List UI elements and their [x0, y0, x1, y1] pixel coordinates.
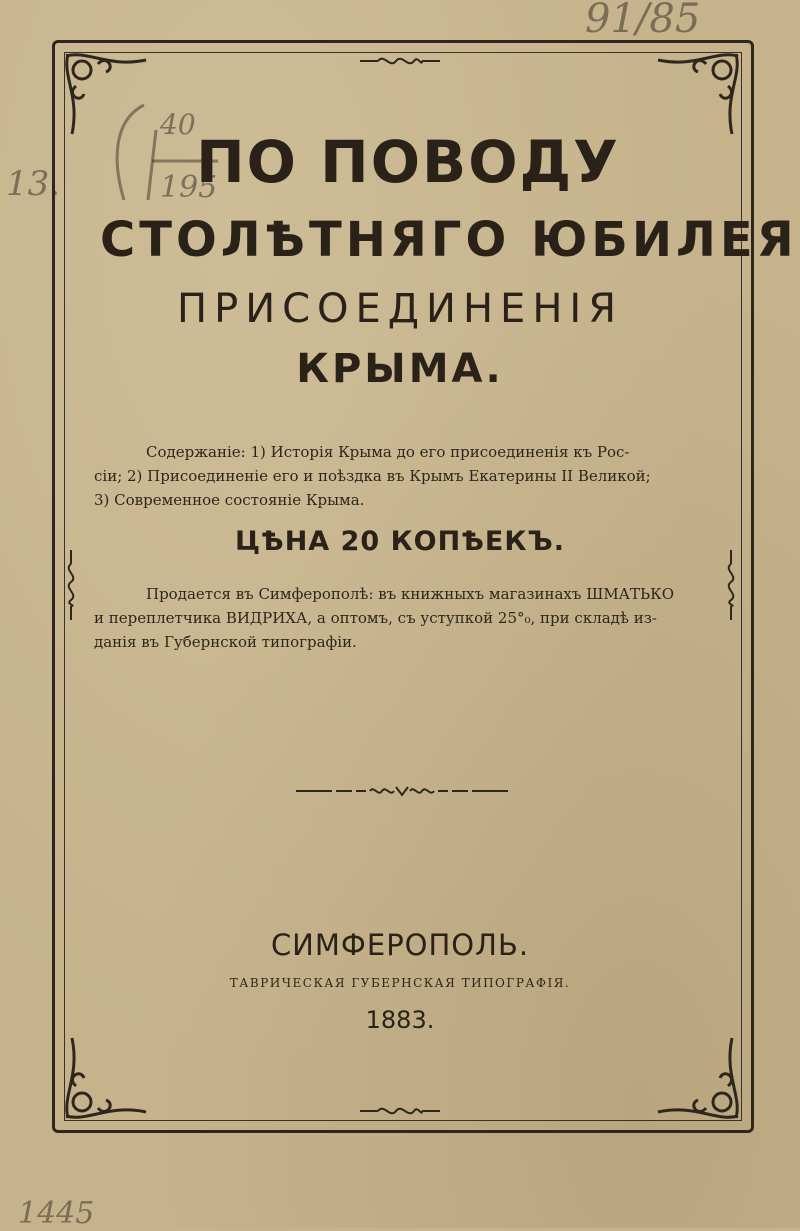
- contents-line-2: сіи; 2) Присоединеніе его и поѣздка въ Крымъ Екатерины II Великой;: [94, 467, 651, 485]
- title-line-1: ПО ПОВОДУ: [196, 128, 620, 196]
- corner-ornament-bottom-right: [650, 1030, 746, 1126]
- right-side-ornament: [724, 548, 738, 622]
- contents-line-1: Содержаніе: 1) Исторія Крыма до его присоединенія къ Рос-: [146, 443, 630, 461]
- handwritten-shelfmark-top: 91/85: [585, 0, 701, 42]
- title-line-3: ПРИСОЕДИНЕНІЯ: [177, 286, 623, 332]
- year-line: 1883.: [365, 1006, 435, 1034]
- handwritten-shelfmark-b: 195: [160, 170, 218, 205]
- divider-ornament: [292, 783, 512, 799]
- handwritten-margin-number: 13.: [6, 164, 61, 204]
- title-line-2: СТОЛѢТНЯГО ЮБИЛЕЯ: [100, 212, 798, 268]
- sales-line-3: данія въ Губернской типографіи.: [94, 633, 357, 651]
- sales-line-2: и переплетчика ВИДРИХА, а оптомъ, съ уступкой 25°₀, при складѣ из-: [94, 609, 657, 627]
- contents-paragraph: [94, 440, 714, 512]
- sales-paragraph: [94, 582, 714, 654]
- bottom-center-ornament: [358, 1104, 442, 1118]
- contents-line-3: 3) Современное состояніе Крыма.: [94, 491, 365, 509]
- printer-line: ТАВРИЧЕСКАЯ ГУБЕРНСКАЯ ТИПОГРАФІЯ.: [229, 976, 571, 990]
- left-side-ornament: [64, 548, 78, 622]
- city-line: СИМФЕРОПОЛЬ.: [270, 928, 530, 962]
- sales-line-1: Продается въ Симферополѣ: въ книжныхъ магазинахъ ШМАТЬКО: [146, 585, 675, 603]
- title-line-4: КРЫМА.: [296, 346, 504, 392]
- corner-ornament-top-left: [58, 46, 154, 142]
- top-center-ornament: [358, 54, 442, 68]
- handwritten-shelfmark-a: 40: [160, 108, 196, 141]
- handwritten-bottom-mark: 1445: [18, 1196, 95, 1231]
- corner-ornament-bottom-left: [58, 1030, 154, 1126]
- price-line: ЦѢНА 20 КОПѢЕКЪ.: [234, 526, 566, 557]
